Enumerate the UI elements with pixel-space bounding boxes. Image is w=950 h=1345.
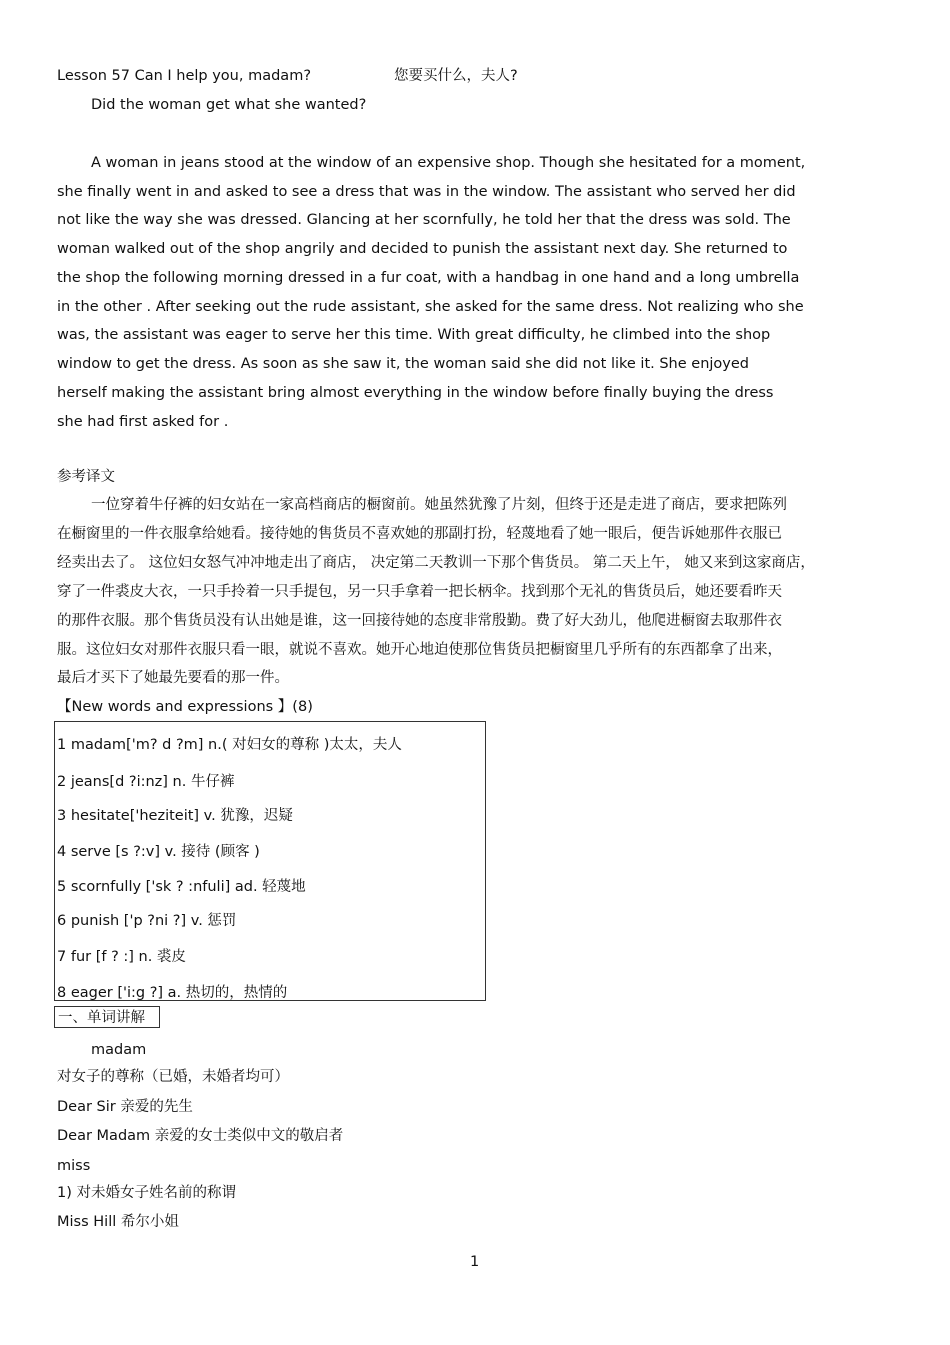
translation-heading: 参考译文	[57, 469, 115, 485]
translation-line: 一位穿着牛仔裤的妇女站在一家高档商店的橱窗前。她虽然犹豫了片刻，但终于还是走进了商店，要求把陈列	[91, 497, 787, 513]
word-entry: 6 punish ['p ?ni ?] v. 惩罚	[57, 913, 237, 929]
page-number: 1	[470, 1254, 480, 1270]
translation-line: 穿了一件裘皮大衣，一只手拎着一只手提包，另一只手拿着一把长柄伞。找到那个无礼的售货员后，她还要看昨天	[57, 584, 782, 600]
passage-line: was, the assistant was eager to serve her this time. With great difficulty, he climbed into the shop	[57, 327, 771, 343]
passage-line: window to get the dress. As soon as she saw it, the woman said she did not like it. She enjoyed	[57, 356, 749, 372]
note-line: 对女子的尊称（已婚，未婚者均可）	[57, 1069, 289, 1085]
lesson-question: Did the woman get what she wanted?	[91, 97, 367, 113]
passage-line: not like the way she was dressed. Glancing at her scornfully, he told her that the dress was sold. The	[57, 212, 791, 228]
translation-line: 最后才买下了她最先要看的那一件。	[57, 670, 289, 686]
note-line: Dear Madam 亲爱的女士类似中文的敬启者	[57, 1128, 344, 1144]
note-line: Dear Sir 亲爱的先生	[57, 1099, 193, 1115]
translation-line: 在橱窗里的一件衣服拿给她看。接待她的售货员不喜欢她的那副打扮，轻蔑地看了她一眼后，便告诉她那件衣服已	[57, 526, 782, 542]
passage-line: the shop the following morning dressed in a fur coat, with a handbag in one hand and a long umbrella	[57, 270, 800, 286]
passage-line: in the other . After seeking out the rude assistant, she asked for the same dress. Not realizing who she	[57, 299, 804, 315]
passage-line: woman walked out of the shop angrily and decided to punish the assistant next day. She returned to	[57, 241, 788, 257]
word-entry: 5 scornfully ['sk ? :nfuli] ad. 轻蔑地	[57, 879, 306, 895]
word-entry: 8 eager ['i:g ?] a. 热切的，热情的	[57, 985, 288, 1001]
lesson-title-cn: 您要买什么，夫人?	[394, 68, 518, 84]
passage-line: she had first asked for .	[57, 414, 229, 430]
word-entry: 1 madam['m? d ?m] n.( 对妇女的尊称 )太太，夫人	[57, 737, 402, 753]
note-line: miss	[57, 1158, 91, 1174]
note-line: Miss Hill 希尔小姐	[57, 1214, 179, 1230]
lesson-title-en: Lesson 57 Can I help you, madam?	[57, 68, 312, 84]
word-entry: 2 jeans[d ?i:nz] n. 牛仔裤	[57, 774, 235, 790]
words-heading: 【New words and expressions 】(8)	[57, 699, 313, 715]
section-heading: 一、单词讲解	[58, 1010, 145, 1026]
note-line: madam	[91, 1042, 147, 1058]
translation-line: 服。这位妇女对那件衣服只看一眼，就说不喜欢。她开心地迫使那位售货员把橱窗里几乎所有的东西都拿了出来，	[57, 642, 782, 658]
word-entry: 4 serve [s ?:v] v. 接待 (顾客 )	[57, 844, 260, 860]
passage-line: herself making the assistant bring almost everything in the window before finally buying the dress	[57, 385, 774, 401]
passage-line: A woman in jeans stood at the window of an expensive shop. Though she hesitated for a moment,	[91, 155, 806, 171]
translation-line: 的那件衣服。那个售货员没有认出她是谁，这一回接待她的态度非常殷勤。费了好大劲儿，他爬进橱窗去取那件衣	[57, 613, 782, 629]
word-entry: 3 hesitate['heziteit] v. 犹豫，迟疑	[57, 808, 293, 824]
word-entry: 7 fur [f ? :] n. 裘皮	[57, 949, 186, 965]
translation-line: 经卖出去了。 这位妇女怒气冲冲地走出了商店， 决定第二天教训一下那个售货员。 第二天上午， 她又来到这家商店，	[57, 555, 815, 571]
note-line: 1) 对未婚女子姓名前的称谓	[57, 1185, 236, 1201]
passage-line: she finally went in and asked to see a dress that was in the window. The assistant who served her did	[57, 184, 796, 200]
